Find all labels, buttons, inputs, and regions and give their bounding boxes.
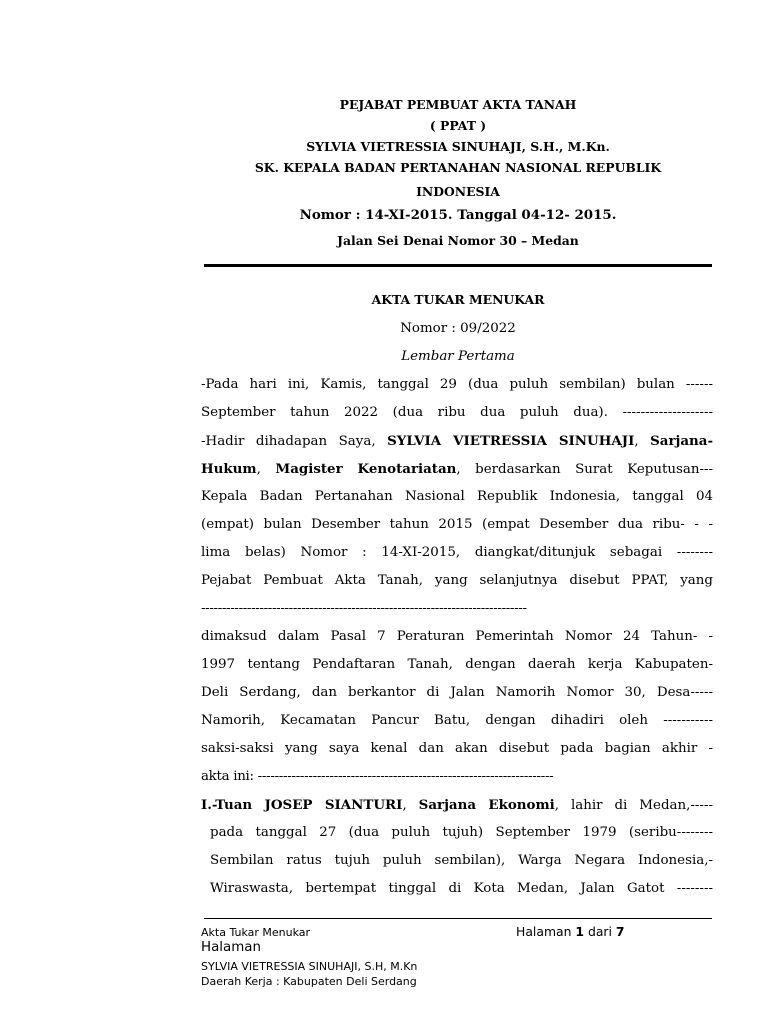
body-line: saksi-saksi yang saya kenal dan akan disebut pada bagian akhir - xyxy=(201,741,713,756)
party-line: Sembilan ratus tujuh puluh sembilan), Warga Negara Indonesia,- xyxy=(210,853,713,868)
body-line: -Pada hari ini, Kamis, tanggal 29 (dua puluh sembilan) bulan ------ xyxy=(201,377,713,392)
body-line: September tahun 2022 (dua ribu dua puluh dua). -------------------- xyxy=(201,405,713,420)
party-line: Wiraswasta, bertempat tinggal di Kota Medan, Jalan Gatot -------- xyxy=(210,881,713,896)
decree-title-country: INDONESIA xyxy=(416,184,500,199)
body-line-dashes: ------------------------------------------------------------------------------ xyxy=(201,601,527,616)
body-line: Hukum, Magister Kenotariatan, berdasarkan Surat Keputusan--- xyxy=(201,461,713,477)
body-line: 1997 tentang Pendaftaran Tanah, dengan daerah kerja Kabupaten- xyxy=(201,657,713,672)
footer-halaman: Halaman xyxy=(201,940,261,955)
body-line: lima belas) Nomor : 14-XI-2015, diangkat/ditunjuk sebagai -------- xyxy=(201,545,713,560)
body-line: Pejabat Pembuat Akta Tanah, yang selanjutnya disebut PPAT, yang xyxy=(201,573,713,588)
office-title: PEJABAT PEMBUAT AKTA TANAH xyxy=(339,97,577,112)
deed-title: AKTA TUKAR MENUKAR xyxy=(371,292,545,307)
footer-page-indicator: Halaman 1 dari 7 xyxy=(516,924,625,939)
body-line: akta ini: ---------------------------------------------------------------------- xyxy=(201,769,554,784)
header-divider xyxy=(204,264,712,267)
body-line: (empat) bulan Desember tahun 2015 (empat Desember dua ribu- - - xyxy=(201,517,713,532)
party-intro: I.-Tuan JOSEP SIANTURI, Sarjana Ekonomi, lahir di Medan,----- xyxy=(201,797,713,813)
decree-title: SK. KEPALA BADAN PERTANAHAN NASIONAL REPUBLIK xyxy=(254,160,662,175)
office-abbrev: ( PPAT ) xyxy=(429,118,487,133)
body-line: Kepala Badan Pertanahan Nasional Republik Indonesia, tanggal 04 xyxy=(201,489,713,504)
body-line: Namorih, Kecamatan Pancur Batu, dengan dihadiri oleh ----------- xyxy=(201,713,713,728)
footer-area: Daerah Kerja : Kabupaten Deli Serdang xyxy=(201,975,417,988)
party-line: pada tanggal 27 (dua puluh tujuh) September 1979 (seribu-------- xyxy=(210,825,713,840)
office-address: Jalan Sei Denai Nomor 30 – Medan xyxy=(337,233,579,248)
footer-notary: SYLVIA VIETRESSIA SINUHAJI, S.H, M.Kn xyxy=(201,960,418,973)
notary-name: SYLVIA VIETRESSIA SINUHAJI, S.H., M.Kn. xyxy=(306,139,610,154)
footer-doc-title: Akta Tukar Menukar xyxy=(201,926,311,939)
footer-divider xyxy=(204,918,712,919)
deed-sheet: Lembar Pertama xyxy=(401,349,515,364)
decree-number: Nomor : 14-XI-2015. Tanggal 04-12- 2015. xyxy=(299,207,617,223)
body-line: dimaksud dalam Pasal 7 Peraturan Pemerintah Nomor 24 Tahun- - xyxy=(201,629,713,644)
deed-number: Nomor : 09/2022 xyxy=(400,321,516,336)
body-line: -Hadir dihadapan Saya, SYLVIA VIETRESSIA SINUHAJI, Sarjana- xyxy=(201,433,713,449)
body-line: Deli Serdang, dan berkantor di Jalan Namorih Nomor 30, Desa----- xyxy=(201,685,713,700)
